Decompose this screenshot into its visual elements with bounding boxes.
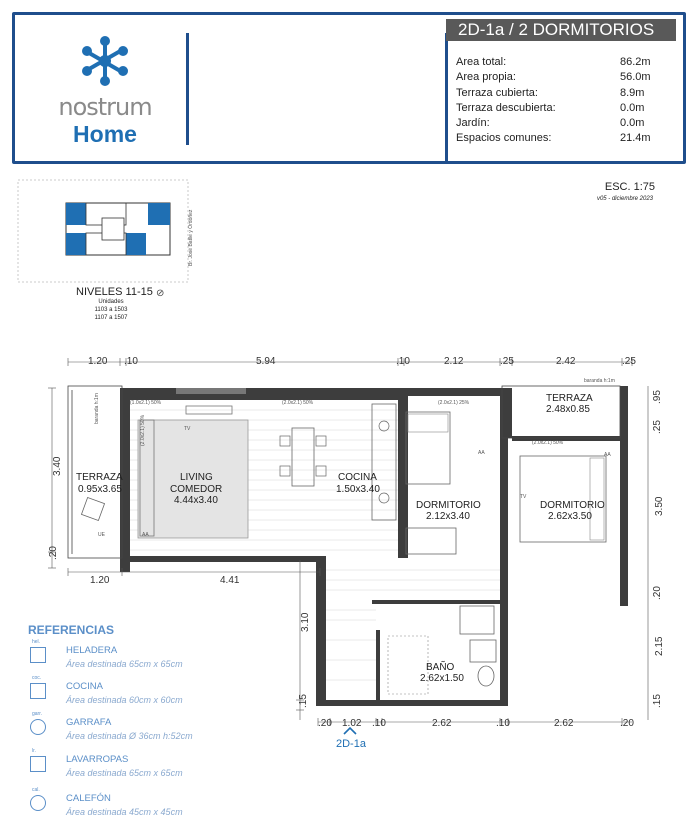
- unit-code-label: 2D-1a: [336, 738, 366, 750]
- dimension-label: .20: [318, 718, 332, 729]
- units-label: Unidades: [98, 299, 124, 305]
- reference-abbr: cal.: [32, 787, 40, 793]
- room-size: 2.62x3.50: [548, 511, 592, 522]
- spec-label: Jardín:: [456, 117, 490, 129]
- reference-item: [28, 748, 268, 786]
- room-name: TERRAZA: [546, 393, 593, 404]
- room-name: BAÑO: [426, 662, 455, 673]
- spec-value: 8.9m: [620, 87, 645, 99]
- dimension-label: 3.40: [52, 456, 63, 476]
- spec-label: Area propia:: [456, 71, 516, 83]
- dimension-label: .25: [500, 356, 514, 367]
- dimension-label: .95: [652, 390, 663, 404]
- spec-value: 56.0m: [620, 71, 651, 83]
- circle-icon: [30, 787, 46, 811]
- dimension-label: .10: [396, 356, 410, 367]
- spec-value: 0.0m: [620, 102, 645, 114]
- spec-label: Terraza cubierta:: [456, 87, 538, 99]
- room-name: DORMITORIO: [416, 500, 481, 511]
- aa-label: AA: [604, 452, 611, 458]
- room-name: COMEDOR: [170, 484, 223, 495]
- street-label: Br. José Batlle y Ordóñez: [188, 209, 194, 266]
- aa-label: AA: [478, 450, 485, 456]
- levels-label: NIVELES 11-15: [76, 286, 153, 298]
- reference-abbr: garr.: [32, 711, 43, 717]
- reference-name: GARRAFA: [66, 717, 112, 728]
- spec-label: Area total:: [456, 56, 507, 68]
- aa-label: AA: [142, 532, 149, 538]
- reference-item: [28, 639, 268, 677]
- dimension-label: 1.20: [88, 356, 108, 367]
- spec-label: Terraza descubierta:: [456, 102, 556, 114]
- dimension-label: 5.94: [256, 356, 276, 367]
- opening-note: (2.0x2.1) 50%: [282, 400, 314, 406]
- room-size: 0.95x3.65: [78, 484, 122, 495]
- reference-name: HELADERA: [66, 645, 118, 656]
- opening-note: (2.0x2.1) 50%: [140, 414, 146, 446]
- north-icon: ⊘: [156, 288, 165, 299]
- scale-label: ESC. 1:75: [604, 181, 655, 193]
- reference-name: LAVARROPAS: [66, 754, 129, 765]
- spec-value: 21.4m: [620, 132, 651, 144]
- dimension-label: .15: [652, 694, 663, 708]
- reference-item: [28, 711, 268, 749]
- unit-title-badge: 2D-1a / 2 DORMITORIOS: [446, 19, 676, 41]
- room-size: 2.62x1.50: [420, 673, 464, 684]
- dimension-label: .10: [124, 356, 138, 367]
- room-size: 1.50x3.40: [336, 484, 380, 495]
- dimension-label: .20: [652, 586, 663, 600]
- dimension-label: 2.15: [654, 636, 665, 656]
- dimension-label: .25: [652, 420, 663, 434]
- reference-item: [28, 675, 268, 713]
- dimension-label: 1.02: [342, 718, 362, 729]
- opening-note: (2.0x2.1) 25%: [438, 400, 470, 406]
- dimension-label: .15: [298, 694, 309, 708]
- units-range: 1107 a 1507: [94, 315, 128, 321]
- spec-label: Espacios comunes:: [456, 132, 552, 144]
- units-range: 1103 a 1503: [94, 307, 128, 313]
- dimension-label: .10: [372, 718, 386, 729]
- reference-desc: Área destinada 60cm x 60cm: [66, 695, 183, 705]
- room-size: 4.44x3.40: [174, 495, 218, 506]
- ue-label: UE: [98, 532, 105, 538]
- reference-item: [28, 787, 268, 825]
- dimension-label: .10: [496, 718, 510, 729]
- room-name: LIVING: [180, 472, 213, 483]
- version-label: v05 - diciembre 2023: [596, 196, 653, 202]
- room-name: COCINA: [338, 472, 377, 483]
- opening-note: (2.0x2.1) 50%: [532, 440, 564, 446]
- references-title: REFERENCIAS: [28, 623, 115, 637]
- spec-value: 0.0m: [620, 117, 645, 129]
- reference-desc: Área destinada Ø 36cm h:52cm: [66, 731, 193, 741]
- reference-desc: Área destinada 65cm x 65cm: [66, 768, 183, 778]
- dimension-label: .20: [48, 546, 59, 560]
- room-name: TERRAZA: [76, 472, 123, 483]
- reference-abbr: coc.: [32, 675, 42, 681]
- square-icon: [30, 748, 46, 772]
- reference-abbr: lr.: [32, 748, 36, 754]
- brand-name: nostrum: [58, 93, 152, 121]
- railing-note: baranda h:1m: [94, 393, 100, 424]
- dimension-label: 2.42: [556, 356, 576, 367]
- room-size: 2.12x3.40: [426, 511, 470, 522]
- reference-desc: Área destinada 65cm x 65cm: [66, 659, 183, 669]
- dimension-label: .20: [620, 718, 634, 729]
- opening-note: (1.0x2.1) 50%: [130, 400, 162, 406]
- dimension-label: 4.41: [220, 575, 240, 586]
- tv-label: TV: [184, 426, 191, 432]
- dimension-label: 2.12: [444, 356, 464, 367]
- square-icon: [30, 639, 46, 663]
- dimension-label: 3.10: [300, 612, 311, 632]
- square-icon: [30, 675, 46, 699]
- circle-icon: [30, 711, 46, 735]
- dimension-label: 3.50: [654, 496, 665, 516]
- dimension-label: 2.62: [554, 718, 574, 729]
- brand-product: Home: [73, 121, 137, 147]
- reference-abbr: hel.: [32, 639, 41, 645]
- dimension-label: 2.62: [432, 718, 452, 729]
- room-name: DORMITORIO: [540, 500, 605, 511]
- room-size: 2.48x0.85: [546, 404, 590, 415]
- reference-name: CALEFÓN: [66, 793, 111, 804]
- reference-desc: Área destinada 45cm x 45cm: [66, 807, 183, 817]
- dimension-label: .25: [622, 356, 636, 367]
- spec-value: 86.2m: [620, 56, 651, 68]
- railing-note: baranda h:1m: [584, 378, 615, 384]
- reference-name: COCINA: [66, 681, 103, 692]
- dimension-label: 1.20: [90, 575, 110, 586]
- tv-label: TV: [520, 494, 527, 500]
